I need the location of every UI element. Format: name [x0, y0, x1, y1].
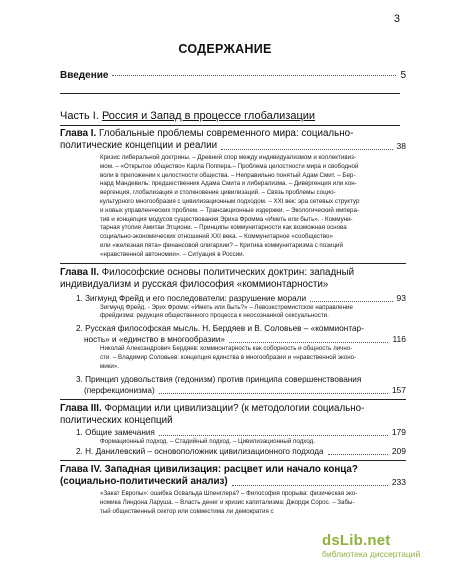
chapter-summary-line: вергенция, глобализация и столкновение цивилизаций. – Связь проблемы социо- — [100, 189, 336, 197]
chapter-label: Глава II. — [60, 266, 99, 278]
chapter-summary-line: воли в приложении к целостности общества. – Неправильно понятый Адам Смит. – Бер- — [100, 171, 356, 179]
section-summary-line: Формационный подход. – Стадийный подход. – Цивилизационный подход. — [100, 437, 315, 445]
dotted-leader — [159, 393, 388, 394]
part-prefix: Часть I. — [60, 110, 102, 122]
chapter-title-line: индивидуализм и русская философия «коммионтарности» — [60, 278, 329, 290]
chapter-summary-line: или «железная пята» финансовой олигархии? – Критика коммунитаризма с позиций — [100, 241, 343, 249]
toc-list — [60, 128, 406, 517]
toc-chapter[interactable] — [60, 128, 406, 264]
watermark-subtitle: библиотека диссертаций — [322, 549, 421, 559]
intro-page: 5 — [400, 70, 406, 81]
section-summary-line: сти. – Владимир Соловьев: концепция единства в многообразии и «нравственной эконо- — [100, 353, 357, 361]
chapter-summary-line: нард Мандевиль: предшественник Адама Смита и либерализма. – Дивергенция или кон- — [100, 180, 357, 188]
dotted-leader — [221, 149, 392, 150]
toc-section[interactable] — [60, 293, 406, 304]
divider — [60, 125, 400, 126]
dslib-watermark — [322, 532, 444, 576]
chapter-title — [60, 403, 406, 415]
chapter-title-line: Глобальные проблемы современного мира: социально- — [98, 128, 354, 139]
chapter-title-line: политические концепции и реалии — [60, 140, 218, 151]
section-page: 179 — [391, 426, 406, 437]
page-number: 3 — [393, 13, 400, 25]
intro-label: Введение — [60, 70, 109, 81]
chapter-title — [60, 464, 406, 476]
chapter-summary-line: мом. – «Открытое общество» Карла Поппера.– Проблема целостности мира и свободной — [100, 162, 359, 170]
section-title[interactable]: 2. Русская философская мысль. Н. Бердяев и В. Соловьев – «коммионтар- — [76, 324, 364, 334]
section-page: 93 — [396, 292, 406, 303]
toc-section[interactable] — [60, 427, 406, 438]
toc-chapter[interactable] — [60, 403, 406, 462]
section-summary-line: фрейдизма: редукция общественного процесса к неосознанной сексуальности. — [100, 312, 329, 320]
dotted-leader — [310, 301, 392, 302]
toc-section[interactable] — [60, 446, 406, 457]
chapter-summary-line: Кризис либеральной доктрины. – Древний спор между индивидуализмом и коллективиз- — [100, 154, 356, 161]
dotted-leader — [159, 435, 388, 436]
divider — [60, 93, 400, 94]
section-title: (перфекционизма) — [84, 385, 155, 395]
section-title: 1. Зигмунд Фрейд и его последователи: разрушение морали — [76, 293, 307, 303]
dotted-leader — [229, 342, 388, 343]
section-summary-line: Николай Александрович Бердяев: коммионтарность как соборность и общность лично- — [100, 345, 353, 353]
chapter-label: Глава IV. — [60, 464, 102, 476]
part-title: Россия и Запад в процессе глобализации — [101, 110, 316, 122]
chapter-page: 38 — [396, 141, 406, 151]
chapter-title-row — [60, 140, 406, 152]
chapter-title-line: (социально-политический анализ) — [60, 476, 228, 488]
toc-intro[interactable] — [60, 70, 406, 81]
chapter-title-line: Формации или цивилизации? (к методологии социально- — [104, 402, 365, 414]
toc-section[interactable] — [60, 334, 406, 345]
toc-section[interactable] — [60, 385, 406, 396]
section-summary-line: Зигмунд Фрейд. - Эрих Фромм: «Иметь или быть?» – Левоэкстремистское направление — [100, 303, 353, 311]
chapter-title-line: Западная цивилизация: расцвет или начало конца? — [104, 464, 358, 476]
chapter-summary-line: и новых управленческих проблем. – Трансакционные издержки. – Экологический импера- — [100, 206, 359, 214]
dotted-leader — [112, 75, 396, 76]
chapter-label: Глава I. — [60, 128, 97, 139]
section-title: 2. Н. Данилевский – основоположник цивилизационного подхода — [76, 447, 324, 457]
section-page: 116 — [392, 334, 406, 345]
chapter-summary-line: «Закат Европы»: ошибка Освальда Шпенглера? – Философия прорыва: физическая эко- — [100, 490, 358, 498]
chapter-summary-line: номика Линдона Ларуша. – Власть денег и кризис капитализма: Джордж Сорос. – Забы- — [100, 499, 355, 507]
chapter-title-row — [60, 476, 406, 488]
page-title: СОДЕРЖАНИЕ — [178, 42, 272, 56]
chapter-title-line: политических концепций — [60, 414, 173, 426]
watermark-logo: dsLib.net — [322, 532, 391, 549]
chapter-summary-line: культурного многообразия с цивилизационным подходом. – XXI век: эра сетевых структур — [100, 197, 360, 205]
chapter-summary-line: тарная утопия Амитаи Этциони. – Принципы коммунитарности как возможная основа — [100, 224, 347, 232]
chapter-title — [60, 128, 406, 140]
toc-chapter[interactable] — [60, 464, 406, 516]
chapter-page: 233 — [391, 477, 406, 488]
dotted-leader — [328, 454, 388, 455]
chapter-title-line: Философские основы политических доктрин: западный — [101, 266, 355, 278]
section-title: ность» и «единство в многообразии» — [84, 335, 225, 345]
section-summary-line: мики». — [100, 362, 120, 370]
chapter-title — [60, 267, 406, 279]
chapter-summary-line: тый общественный сектор или совместима ли демократия с — [100, 507, 274, 515]
chapter-summary-line: тив и концепция модусов существования Эриха Фромма «Иметь или быть». - Коммуни- — [100, 215, 353, 223]
part-heading[interactable] — [60, 110, 315, 122]
chapter-label: Глава III. — [60, 402, 102, 414]
section-title[interactable]: 3. Принцип удовольствия (гедонизм) против принципа совершенствования — [76, 374, 362, 384]
chapter-summary-line: социально-экономических отношений XXI века. – Коммунитарное «сообщество» — [100, 233, 333, 241]
section-page: 157 — [391, 384, 406, 395]
chapter-summary-line: «нравственной автономии». – Ситуация в России. — [100, 250, 245, 258]
dotted-leader — [232, 485, 388, 486]
section-page: 209 — [391, 446, 406, 457]
toc-chapter[interactable] — [60, 267, 406, 400]
section-title: 1. Общие замечания — [76, 427, 155, 437]
